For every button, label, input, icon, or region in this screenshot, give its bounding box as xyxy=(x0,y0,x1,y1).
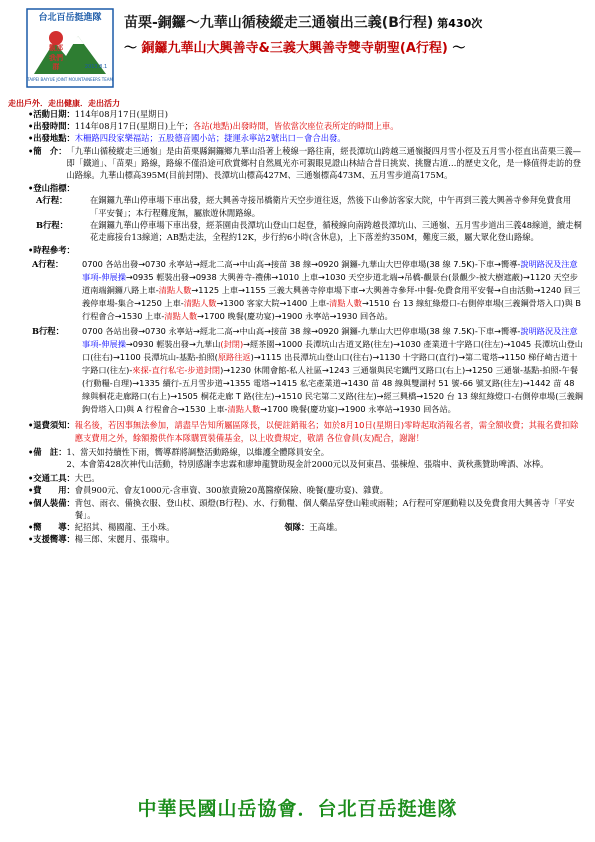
schedule-segment: 說明路況及注意事項-伸展操 xyxy=(82,259,578,283)
svg-text:TAIPEI BAIYUE JOINT MOUNTAINEE: TAIPEI BAIYUE JOINT MOUNTAINEERS TEAM xyxy=(27,77,113,82)
svg-text:觀那: 觀那 xyxy=(49,44,63,52)
schedule-segment: →1700 晚餐(慶功宴)→1900 永寧站→1930 回各站。 xyxy=(197,311,393,322)
page-title: 苗栗-銅鑼～九華山循稜縱走三通嶺出三義(B行程) xyxy=(124,15,434,31)
document-body xyxy=(28,108,584,545)
subtitle: ～ 銅鑼九華山大興善寺&三義大興善寺雙寺朝聖(A行程) ～ xyxy=(124,41,466,56)
guide-row: •嚮 導：紀招其、楊國龍、王小珠。 領隊：王高雄。 xyxy=(28,522,343,533)
logo-top-text: 台北百岳挺進隊 xyxy=(38,13,102,23)
intro-text: 「九華山循稜縱走三通嶺」是由苗栗縣銅鑼鄉九華山沿著上稜線一路往南，經長潭坑山跨越三通嶺擬四月雪小徑及五月雪小徑直出苗栗三義—即「鐵道」、「苗栗」路線，路線不僅沿途可欣賞鄉村自然風光亦可親眼見證山林結合昔日挑炭、挑鹽古道…的歷史文化，是一條值得走訪的登山路線。九華山標高395M(目前封閉)、長潭坑山標高427M、三通嶺標高473M、五月雪步道高175M。 xyxy=(66,145,581,181)
subtitle-text: 銅鑼九華山大興善寺&三義大興善寺雙寺朝聖(A行程) xyxy=(141,41,448,56)
date-value: 114年08月17日(星期日) xyxy=(74,109,169,119)
team-logo xyxy=(26,8,114,88)
intro-row: •簡 介： 「九華山循稜縱走三通嶺」是由苗栗縣銅鑼鄉九華山沿著上稜線一路往南，經長潭坑山跨越三通嶺擬四月雪小徑及五月雪小徑直出苗栗三義—即「鐵道」、「苗栗」路線，路線不僅沿途可欣賞鄉村自然風光亦可親眼見證山林結合昔日挑炭、挑鹽古道…的歷史文化，是一條值得走訪的登山路線。九華山標高395M(目前封閉)、長潭坑山標高427M、三通嶺標高473M、五月雪步道高175M。 xyxy=(28,145,584,182)
route-b: B行程： 在銅鑼九華山停車場下車出發，經茶園由長潭坑山登山口起登，循稜線向南跨越長潭坑山、三通嶺、五月雪步道出三義48線道，續走桐花走廊接台13線道；AB點走法，全程約12K，步行約6小時(含休息)，上下落差約350M，難度三級，屬大眾化登山路線。 xyxy=(36,219,582,243)
transport-row: •交通工具：大巴。 xyxy=(28,473,100,484)
schedule-segment: →0930 輕裝出發→九華山 xyxy=(125,339,221,350)
schedule-segment: )→1115 出長潭坑山登山口(往右)→1130 十字路口(直行)→第二電塔→1150 梯仔崎古道十字路口(往左)- xyxy=(82,352,578,376)
remark-1: 1、當天如持續性下雨，嚮導群將調整活動路線，以維護全體隊員安全。 xyxy=(66,446,329,457)
schedule-segment: 清點人數 xyxy=(329,298,362,309)
schedule-segment: →經茶園→1000 長潭坑山古道叉路(往左)→1030 產業道十字路口(往左)→1045 長潭坑山登山口(往右)→1100 長潭坑山-基點-拍照( xyxy=(82,339,583,363)
svg-text:2013.8.1: 2013.8.1 xyxy=(84,64,108,70)
schedule-segment: )→1230 休閒會館-私人社區→1243 三通嶺與民宅鐵門叉路口(右上)→1250 三通嶺-基點-拍照-午餐(行動糧-自理)→1335 續行-五月雪步道→1355 電塔→1415 私宅產業道→1430 苗 48 線與雙湖村 51 號-66 號叉路(往左)→1442 苗 48 線與桐花走廊路口(右上)→1505 桐花走廊 T 路(往左)→1510 民宅第二叉路(往左)→經三興橋→1520 台 13 線紅綠燈口-右側停車場(三義鋼鉤骨塔入口)與 A 行程會合→1530 上車- xyxy=(82,365,583,415)
header xyxy=(124,12,584,56)
schedule-segment: 清點人數 xyxy=(183,298,217,309)
depart-note: 各站(地點)出發時間，皆依當次座位表所定的時間上車。 xyxy=(192,121,399,132)
schedule-segment: →0935 輕裝出發→0938 大興善寺-禮佛→1010 上車→1030 天空步道北端→吊橋-觀景台(景觀少-被大樹遮蔽)→1120 天空步道南端銅鑼八路上車- xyxy=(82,272,578,296)
schedule-segment: 0700 各站出發→0730 永寧站→經北二高→中山高→接苗 38 線→0920 銅鑼-九華山大巴停車場(38 線 7.5K)-下車→嚮導- xyxy=(82,326,521,337)
schedule-segment: (封閉) xyxy=(220,339,244,350)
schedule-segment: →1510 台 13 線紅綠燈口-右側停車場(三義鋼骨塔入口)與 B 行程會合→1530 上車- xyxy=(82,298,581,322)
schedule-segment: 清點人數 xyxy=(227,404,261,415)
schedule-a-text xyxy=(82,258,584,323)
refund-notice: •退費須知： 報名後，若因事無法參加，請盡早告知所屬區隊長，以便註銷報名；如於8月10日(星期日)零時起取消報名者，需全額收費；其報名費扣除應支費用之外，餘額撥供作本隊購買裝備基金，以上收費規定，敬請 各位會員(友)配合，謝謝！ xyxy=(28,420,579,443)
svg-text:群: 群 xyxy=(52,63,60,71)
schedule-segment: 清點人數 xyxy=(158,285,192,296)
schedule-segment: →1700 晚餐(慶功宴)→1900 永寧站→1930 回各站。 xyxy=(260,404,456,415)
depart-row: •出發時間：114年08月17日(星期日)上午；各站(地點)出發時間，皆依當次座位表所定的時間上車。 xyxy=(28,121,399,132)
remarks: •備 註： 1、當天如持續性下雨，嚮導群將調整活動路線，以維護全體隊員安全。 2、本會第428次神代山活動，特別感謝李忠霖和廖坤龍贊助現金計2000元以及何東昌、張棟煌、張瑞申、黃秋燕贊助啤酒、冰棒。 xyxy=(28,446,584,470)
remark-2: 2、本會第428次神代山活動，特別感謝李忠霖和廖坤龍贊助現金計2000元以及何東昌、張棟煌、張瑞申、黃秋燕贊助啤酒、冰棒。 xyxy=(66,459,549,470)
place-row: •出發地點：木柵路四段家樂福站；五股德音國小站；捷運永寧站2號出口－會合出發。 xyxy=(28,133,346,144)
schedule-segment: 清點人數 xyxy=(164,311,198,322)
schedule-b-text xyxy=(82,325,584,416)
schedule-segment: →1125 上車→1155 三義大興善寺停車場下車→大興善寺參拜-中餐-免費食用平安餐→自由活動→1240 回三義停車場-集合→1250 上車- xyxy=(82,285,581,309)
schedule-segment: 來探-直行私宅-步道封閉 xyxy=(132,365,221,376)
event-number: 第430次 xyxy=(437,17,483,30)
schedule-segment: 原路往返 xyxy=(217,352,251,363)
schedule-heading: •時程參考： xyxy=(28,245,75,256)
date-row: •活動日期：114年08月17日(星期日) xyxy=(28,109,169,119)
schedule-b: B行程： 0700 各站出發→0730 永寧站→經北二高→中山高→接苗 38 線→0920 銅鑼-九華山大巴停車場(38 線 7.5K)-下車→嚮導-說明路況及注意事項-伸展操→0930 輕裝出發→九華山(封閉)→經茶園→1000 長潭坑山古道叉路(往左)→1030 產業道十字路口(往左)→1045 長潭坑山登山口(往右)→1100 長潭坑山-基點-拍照(原路往返)→1115 出長潭坑山登山口(往右)→1130 十字路口(直行)→第二電塔→1150 梯仔崎古道十字路口(往左)-來探-直行私宅-步道封閉)→1230 休閒會館-私人社區→1243 三通嶺與民宅鐵門叉路口(右上)→1250 三通嶺-基點-拍照-午餐(行動糧-自理)→1335 續行-五月雪步道→1355 電塔→1415 私宅產業道→1430 苗 48 線與雙湖村 51 號-66 號叉路(往左)→1442 苗 48 線與桐花走廊路口(右上)→1505 桐花走廊 T 路(往左)→1510 民宅第二叉路(往左)→經三興橋→1520 台 13 線紅綠燈口-右側停車場(三義鋼鉤骨塔入口)與 A 行程會合→1530 上車-清點人數→1700 晚餐(慶功宴)→1900 永寧站→1930 回各站。 xyxy=(32,326,583,415)
schedule-segment: 0700 各站出發→0730 永寧站→經北二高→中山高→接苗 38 線→0920 銅鑼-九華山大巴停車場(38 線 7.5K)-下車→嚮導- xyxy=(82,259,521,270)
fee-row: •費 用：會員900元、會友1000元-含車資、300旅責險20萬醫療保險、晚餐(慶功宴)、雜費。 xyxy=(28,485,389,496)
route-heading: •登山指標： xyxy=(28,183,75,194)
slogan: 走出戶外．走出健康．走出活力 xyxy=(8,99,120,108)
route-a: A行程： 在銅鑼九華山停車場下車出發，經大興善寺接吊橋衛片天空步道往返，然後下山參訪客家大院，中午再到三義大興善寺參拜免費食用「平安餐」；本行程難度無，屬旅遊休閒路線。 xyxy=(36,195,572,218)
schedule-a: A行程： 0700 各站出發→0730 永寧站→經北二高→中山高→接苗 38 線→0920 銅鑼-九華山大巴停車場(38 線 7.5K)-下車→嚮導-說明路況及注意事項-伸展操→0935 輕裝出發→0938 大興善寺-禮佛→1010 上車→1030 天空步道北端→吊橋-觀景台(景觀少-被大樹遮蔽)→1120 天空步道南端銅鑼八路上車-清點人數→1125 上車→1155 三義大興善寺停車場下車→大興善寺參拜-中餐-免費食用平安餐→自由活動→1240 回三義停車場-集合→1250 上車-清點人數→1300 客家大院→1400 上車-清點人數→1510 台 13 線紅綠燈口-右側停車場(三義鋼骨塔入口)與 B 行程會合→1530 上車-清點人數→1700 晚餐(慶功宴)→1900 永寧站→1930 回各站。 xyxy=(28,258,584,323)
schedule-segment: 說明路況及注意事項-伸展操 xyxy=(82,326,578,350)
svg-text:我們: 我們 xyxy=(49,54,63,62)
schedule-segment: →1300 客家大院→1400 上車- xyxy=(216,298,330,309)
place-value: 木柵路四段家樂福站；五股德音國小站；捷運永寧站2號出口－會合出發。 xyxy=(74,133,346,144)
gear-row: •個人裝備： 背包、雨衣、備換衣服、登山杖、頭燈(B行程)、水、行動糧、個人藥品穿登山鞋或雨鞋；A行程可穿運動鞋以及免費食用大興善寺「平安餐」。 xyxy=(28,497,575,520)
footer-organization: 中華民國山岳協會．台北百岳挺進隊 xyxy=(137,798,458,820)
sun-icon xyxy=(49,31,63,45)
support-row: •支援嚮導：楊三郎、宋麗月、張瑞申。 xyxy=(28,534,175,545)
